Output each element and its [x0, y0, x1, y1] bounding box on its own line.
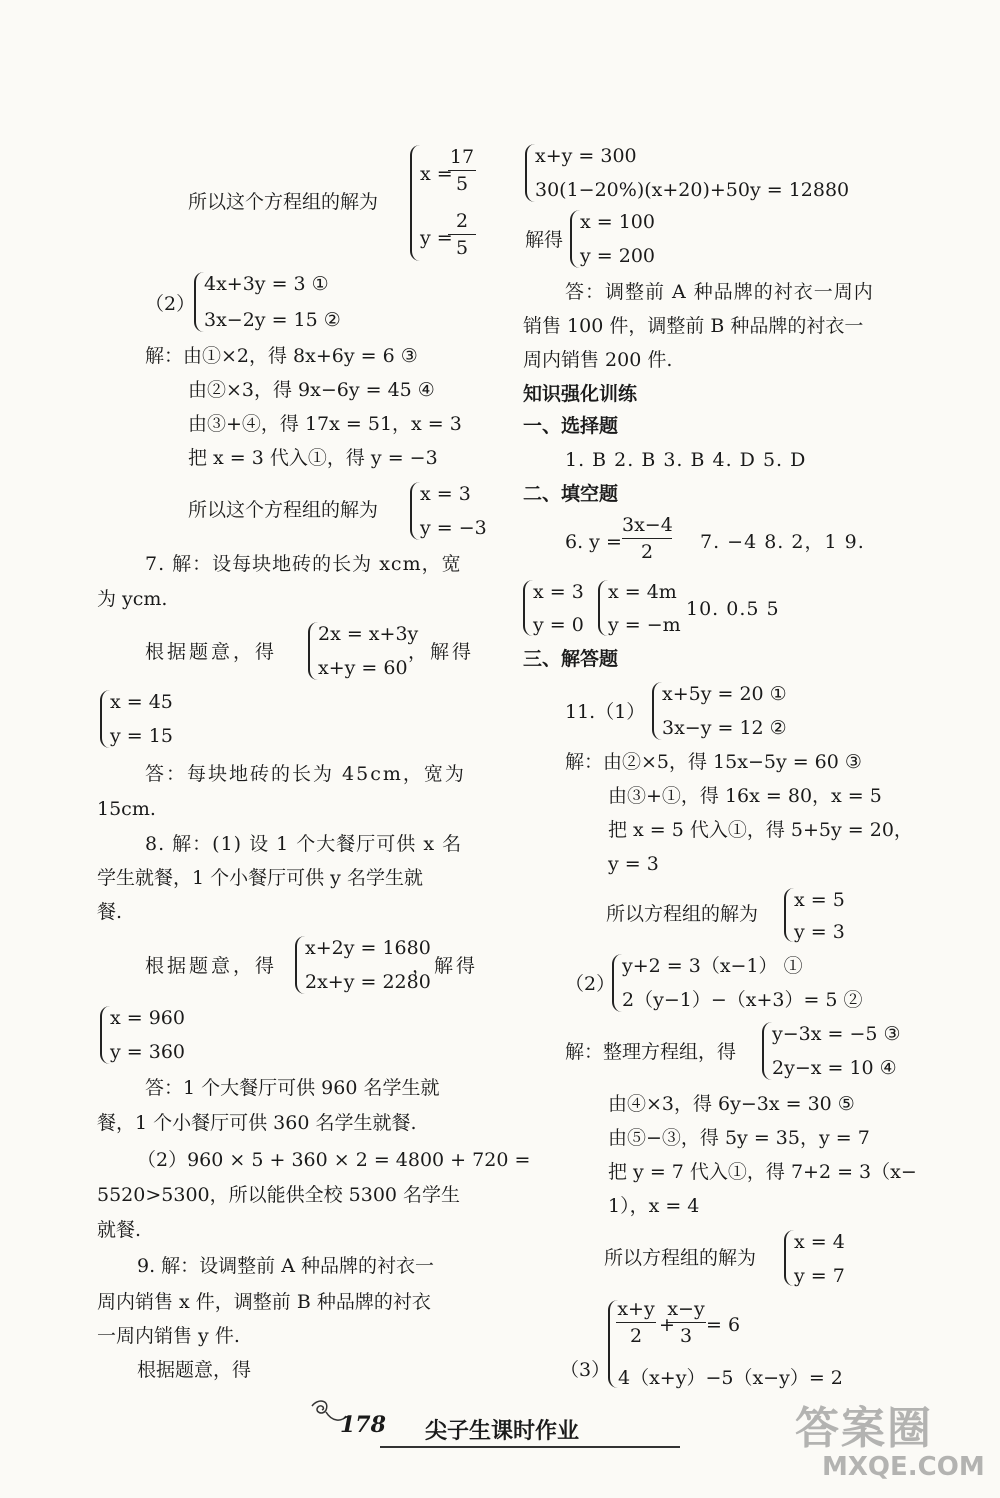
text-line: 根据题意，得 — [137, 1359, 252, 1381]
problem-label: （2） — [565, 973, 616, 995]
text-line: 餐. — [97, 901, 123, 923]
equation: x = 45 — [110, 691, 173, 713]
fraction — [448, 146, 476, 195]
equation: y = 3 — [794, 921, 845, 943]
equation: x+y = 300 — [535, 145, 637, 167]
answer-line: 销售 100 件，调整前 B 种品牌的衬衣一 — [523, 315, 864, 337]
fraction — [622, 514, 672, 563]
text-line: 就餐. — [97, 1219, 142, 1241]
equation: x+5y = 20 ① — [662, 683, 787, 705]
equation: x = 960 — [110, 1007, 185, 1029]
page-number: 178 — [340, 1412, 386, 1438]
section-title: 知识强化训练 — [523, 383, 638, 405]
equation: y = — [420, 227, 453, 249]
equation: 2（y−1）−（x+3）= 5 ② — [622, 989, 863, 1011]
equation: x = 3 — [420, 483, 471, 505]
equation: x = 3 — [533, 581, 584, 603]
equation: y = 15 — [110, 725, 173, 747]
equation: x = 5 — [794, 889, 845, 911]
fraction-denominator: 2 — [640, 541, 654, 563]
answer-line: 6. y = — [565, 531, 622, 553]
solution-step: 由④×3，得 6y−3x = 30 ⑤ — [608, 1093, 855, 1115]
equation: y = 360 — [110, 1041, 185, 1063]
text-line: 周内销售 x 件，调整前 B 种品牌的衬衣 — [97, 1291, 431, 1313]
watermark-url: MXQE.COM — [822, 1452, 985, 1482]
brace — [612, 954, 622, 1012]
solution-step: 由⑤−③，得 5y = 35，y = 7 — [608, 1127, 870, 1149]
fraction-numerator: x+y — [617, 1298, 655, 1320]
brace — [100, 1006, 110, 1064]
equation: 2x = x+3y — [318, 623, 419, 645]
watermark-logo: 答案圈 — [795, 1403, 933, 1454]
text-line: 5520>5300，所以能供全校 5300 名学生 — [97, 1184, 461, 1206]
equation: y = −3 — [420, 517, 487, 539]
text-line: 解得 — [525, 229, 564, 251]
equation: 4（x+y）−5（x−y）= 2 — [618, 1367, 843, 1389]
brace — [194, 272, 204, 332]
fraction — [616, 1298, 656, 1347]
text-line: 学生就餐，1 个小餐厅可供 y 名学生就 — [97, 867, 423, 889]
section-heading: 二、填空题 — [523, 483, 619, 505]
text-line: 根据题意，得 — [145, 641, 278, 663]
fraction — [448, 210, 476, 259]
equation: 3x−2y = 15 ② — [204, 309, 341, 331]
solution-step: 解：由②×5，得 15x−5y = 60 ③ — [565, 751, 862, 773]
brace — [410, 145, 420, 261]
fraction-numerator: x−y — [667, 1298, 705, 1320]
equation: x+2y = 1680 — [305, 937, 431, 959]
fraction-numerator: 17 — [449, 146, 475, 168]
fraction-numerator: 3x−4 — [622, 514, 673, 536]
brace — [570, 210, 580, 268]
equation: y = 0 — [533, 614, 584, 636]
fraction-numerator: 2 — [455, 210, 469, 232]
equation: 4x+3y = 3 ① — [204, 273, 329, 295]
equation: y−3x = −5 ③ — [772, 1023, 901, 1045]
problem-label: 11.（1） — [565, 701, 646, 723]
answer-line: 10. 0.5 5 — [686, 598, 780, 620]
answer-line: 答：调整前 A 种品牌的衬衣一周内 — [565, 281, 874, 303]
equation: y+2 = 3（x−1） ① — [622, 955, 803, 977]
text-line: ，解得 — [408, 641, 475, 663]
answer-line: 答：每块地砖的长为 45cm，宽为 — [145, 763, 466, 785]
equation: x+y = 60 — [318, 657, 408, 679]
equation: 2y−x = 10 ④ — [772, 1057, 897, 1079]
book-title: 尖子生课时作业 — [425, 1419, 580, 1444]
equation: x = 4 — [794, 1231, 845, 1253]
solution-step: 解：整理方程组，得 — [565, 1041, 737, 1063]
equation: y = 200 — [580, 245, 655, 267]
solution-step: 把 y = 7 代入①，得 7+2 = 3（x− — [608, 1161, 917, 1183]
answer-line: 7. −4 8. 2，1 9. — [700, 531, 865, 553]
brace — [598, 580, 608, 636]
text-line: 为 ycm. — [97, 588, 168, 610]
equation: + — [659, 1314, 675, 1336]
brace — [784, 888, 794, 942]
problem-label: （2） — [145, 293, 196, 315]
fraction-denominator: 5 — [455, 173, 469, 195]
text-line: 根据题意，得 — [145, 955, 278, 977]
answer-line: 餐，1 个小餐厅可供 360 名学生就餐. — [97, 1112, 417, 1134]
fraction-denominator: 3 — [679, 1325, 693, 1347]
footer-rule — [380, 1446, 680, 1448]
answer-line: 1. B 2. B 3. B 4. D 5. D — [565, 449, 807, 471]
fraction — [666, 1298, 706, 1347]
text-line: ，解得 — [412, 955, 479, 977]
equation: = 6 — [706, 1314, 741, 1336]
equation: x = 100 — [580, 211, 655, 233]
solution-step: 解：由①×2，得 8x+6y = 6 ③ — [145, 345, 418, 367]
solution-label: 所以方程组的解为 — [606, 903, 759, 925]
answer-line: 周内销售 200 件. — [523, 349, 673, 371]
equation: x = 4m — [608, 581, 677, 603]
brace — [308, 622, 318, 680]
solution-label: 所以方程组的解为 — [604, 1247, 757, 1269]
brace — [762, 1022, 772, 1080]
equation: 3x−y = 12 ② — [662, 717, 787, 739]
brace — [100, 690, 110, 748]
brace — [652, 682, 662, 740]
solution-step: 把 x = 3 代入①，得 y = −3 — [188, 447, 438, 469]
problem-label: （3） — [560, 1359, 611, 1381]
fraction-denominator: 2 — [629, 1325, 643, 1347]
text-line: 9. 解：设调整前 A 种品牌的衬衣一 — [137, 1255, 434, 1277]
solution-step: 由②×3，得 9x−6y = 45 ④ — [188, 379, 435, 401]
brace — [410, 482, 420, 540]
answer-line: 答：1 个大餐厅可供 960 名学生就 — [145, 1077, 440, 1099]
solution-step: 把 x = 5 代入①，得 5+5y = 20， — [608, 819, 913, 841]
equation: x = — [420, 163, 453, 185]
solution-label: 所以这个方程组的解为 — [188, 191, 379, 213]
equation: y = 7 — [794, 1265, 845, 1287]
solution-label: 所以这个方程组的解为 — [188, 499, 379, 521]
brace — [523, 580, 533, 636]
solution-step: 由③+④，得 17x = 51，x = 3 — [188, 413, 462, 435]
equation: 30(1−20%)(x+20)+50y = 12880 — [535, 179, 850, 201]
brace — [295, 936, 305, 994]
solution-step: y = 3 — [608, 853, 659, 875]
text-line: 8. 解：(1) 设 1 个大餐厅可供 x 名 — [145, 833, 463, 855]
solution-step: 1），x = 4 — [608, 1195, 700, 1217]
equation: 2x+y = 2280 — [305, 971, 431, 993]
text-line: 7. 解：设每块地砖的长为 xcm，宽 — [145, 553, 462, 575]
section-heading: 三、解答题 — [523, 648, 619, 670]
text-line: 一周内销售 y 件. — [97, 1325, 240, 1347]
brace — [784, 1230, 794, 1286]
section-heading: 一、选择题 — [523, 415, 619, 437]
solution-step: 由③+①，得 16x = 80，x = 5 — [608, 785, 882, 807]
fraction-denominator: 5 — [455, 237, 469, 259]
text-line: （2）960 × 5 + 360 × 2 = 4800 + 720 = — [137, 1149, 531, 1171]
brace — [525, 144, 535, 202]
answer-line: 15cm. — [97, 798, 156, 820]
equation: y = −m — [608, 614, 681, 636]
